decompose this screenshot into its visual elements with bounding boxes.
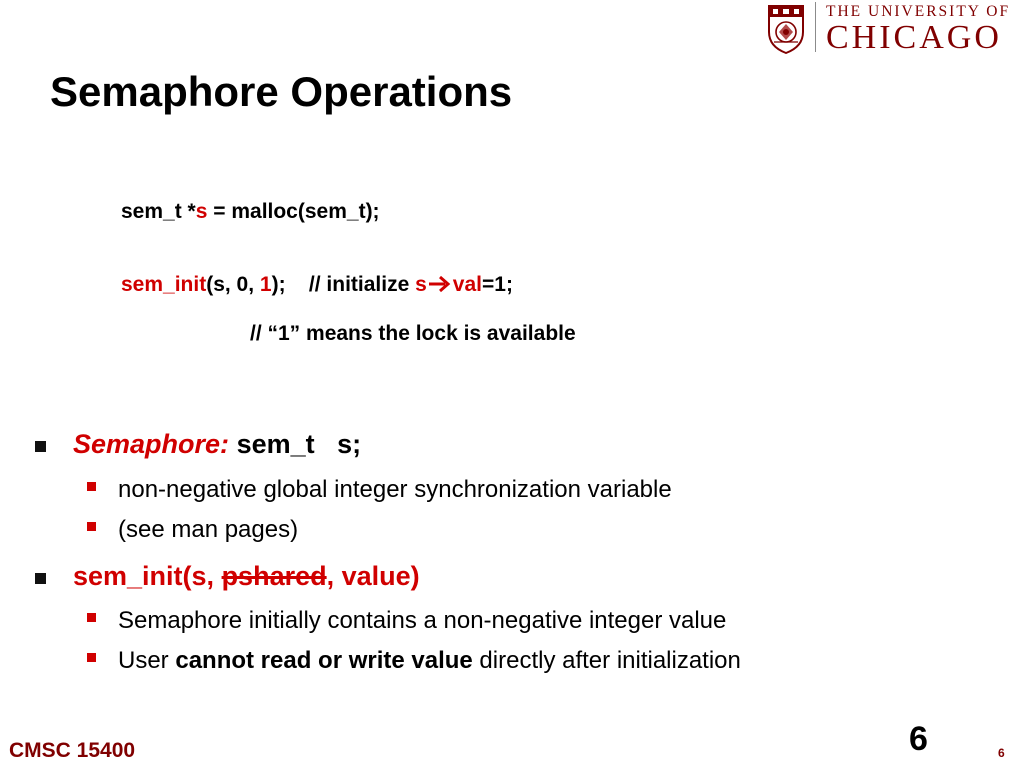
red-square-bullet bbox=[87, 482, 96, 491]
right-arrow-icon bbox=[428, 275, 452, 293]
black-square-bullet bbox=[35, 441, 46, 452]
code-value-one: 1 bbox=[259, 273, 272, 296]
bullet-head: sem_init(s, bbox=[73, 561, 222, 591]
logo-main-text: CHICAGO bbox=[826, 19, 1002, 56]
code-fn-sem-init: sem_init bbox=[121, 273, 207, 296]
bullet-sem-init bbox=[73, 561, 420, 592]
logo-wordmark bbox=[826, 2, 1010, 55]
code-text: sem_t * bbox=[121, 200, 196, 223]
logo-divider bbox=[815, 2, 816, 52]
code-text: = malloc(sem_t); bbox=[207, 200, 380, 223]
logo-top-text: THE UNIVERSITY OF bbox=[826, 3, 1011, 20]
code-text: =1; bbox=[482, 273, 513, 296]
sub-bullet-bold: cannot read or write value bbox=[175, 647, 473, 674]
sub-bullet-text bbox=[118, 647, 741, 675]
code-line-comment: // “1” means the lock is available bbox=[250, 322, 576, 345]
bullet-label: Semaphore: bbox=[73, 429, 230, 459]
red-square-bullet bbox=[87, 653, 96, 662]
sub-bullet-text: (see man pages) bbox=[118, 516, 299, 543]
course-label: CMSC 15400 bbox=[9, 739, 136, 762]
code-comment: ); // initialize bbox=[271, 273, 416, 296]
bullet-head: , value) bbox=[326, 561, 420, 591]
page-number-small: 6 bbox=[998, 746, 1005, 760]
code-var-s: s bbox=[195, 200, 208, 223]
university-seal-icon bbox=[766, 4, 806, 54]
code-var-s: s bbox=[415, 273, 427, 296]
university-logo bbox=[766, 2, 1010, 54]
red-square-bullet bbox=[87, 613, 96, 622]
page-number: 6 bbox=[909, 720, 928, 758]
red-square-bullet bbox=[87, 522, 96, 531]
code-line-malloc bbox=[121, 200, 380, 224]
sub-bullet-pre: User bbox=[118, 647, 176, 674]
code-text: (s, 0, bbox=[206, 273, 260, 296]
code-line-sem-init bbox=[121, 273, 513, 297]
code-field-val: val bbox=[452, 273, 482, 296]
struck-parameter: pshared bbox=[221, 561, 327, 591]
sub-bullet-text: non-negative global integer synchronization variable bbox=[118, 476, 672, 503]
slide-title: Semaphore Operations bbox=[50, 68, 513, 115]
bullet-code: sem_t s; bbox=[236, 429, 362, 459]
sub-bullet-text: Semaphore initially contains a non-negative integer value bbox=[118, 607, 727, 634]
bullet-semaphore bbox=[73, 429, 361, 460]
black-square-bullet bbox=[35, 573, 46, 584]
sub-bullet-post: directly after initialization bbox=[472, 647, 741, 674]
